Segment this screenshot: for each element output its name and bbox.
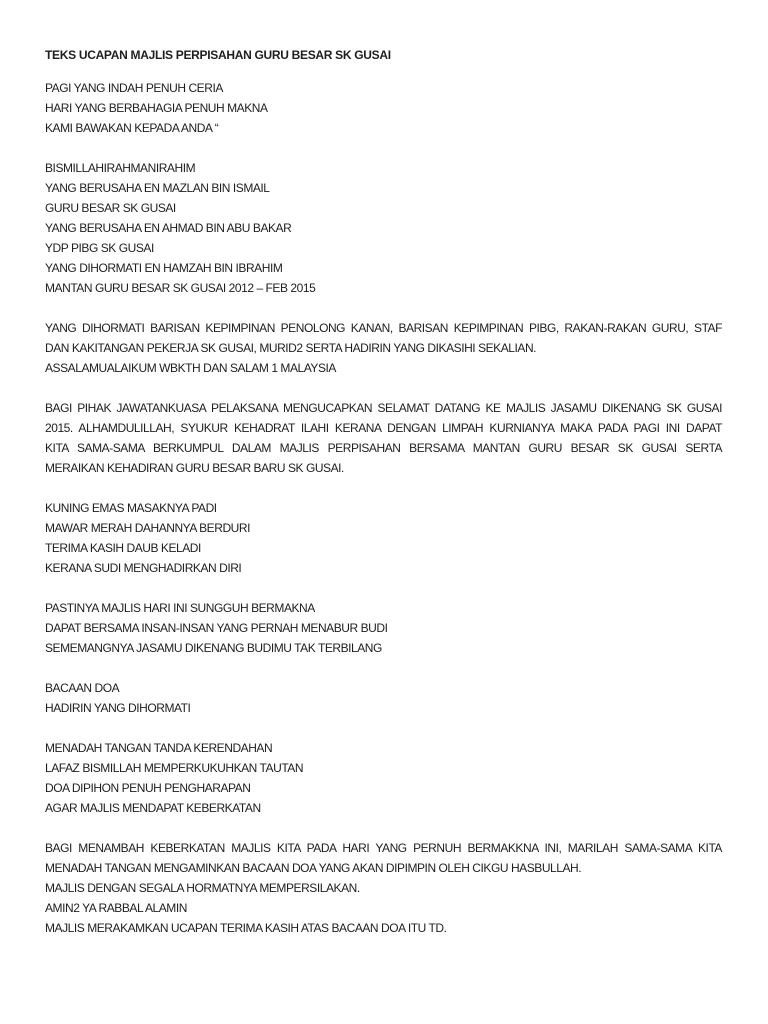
paragraph (45, 598, 722, 658)
text-line: YANG DIHORMATI BARISAN KEPIMPINAN PENOLONG KANAN, BARISAN KEPIMPINAN PIBG, RAKAN-RAKAN GURU, STAF (45, 321, 722, 335)
text-line: PAGI YANG INDAH PENUH CERIA (45, 81, 223, 95)
paragraph (45, 738, 722, 818)
text-line: BISMILLAHIRAHMANIRAHIM (45, 161, 196, 175)
paragraph (45, 78, 722, 138)
text-line: MAWAR MERAH DAHANNYA BERDURI (45, 521, 250, 535)
text-line: MAJLIS MERAKAMKAN UCAPAN TERIMA KASIH ATAS BACAAN DOA ITU TD. (45, 921, 447, 935)
text-line: KERANA SUDI MENGHADIRKAN DIRI (45, 561, 242, 575)
paragraph (45, 838, 722, 938)
text-line: MENADAH TANGAN MENGAMINKAN BACAAN DOA YANG AKAN DIPIMPIN OLEH CIKGU HASBULLAH. (45, 861, 582, 875)
text-line: MAJLIS DENGAN SEGALA HORMATNYA MEMPERSILAKAN. (45, 881, 360, 895)
text-line: KAMI BAWAKAN KEPADA ANDA “ (45, 121, 219, 135)
paragraph (45, 318, 722, 378)
document-body (45, 78, 722, 938)
text-line: HADIRIN YANG DIHORMATI (45, 701, 191, 715)
text-line: PASTINYA MAJLIS HARI INI SUNGGUH BERMAKNA (45, 601, 315, 615)
text-line: TERIMA KASIH DAUB KELADI (45, 541, 201, 555)
text-line: BAGI MENAMBAH KEBERKATAN MAJLIS KITA PADA HARI YANG PERNUH BERMAKKNA INI, MARILAH SAMA-SAMA KITA (45, 841, 722, 855)
text-line: KITA SAMA-SAMA BERKUMPUL DALAM MAJLIS PERPISAHAN BERSAMA MANTAN GURU BESAR SK GUSAI SERTA (45, 441, 722, 455)
text-line: YDP PIBG SK GUSAI (45, 241, 154, 255)
paragraph (45, 678, 722, 718)
text-line: YANG DIHORMATI EN HAMZAH BIN IBRAHIM (45, 261, 283, 275)
text-line: MANTAN GURU BESAR SK GUSAI 2012 – FEB 2015 (45, 281, 316, 295)
text-line: SEMEMANGNYA JASAMU DIKENANG BUDIMU TAK TERBILANG (45, 641, 382, 655)
text-line: MENADAH TANGAN TANDA KERENDAHAN (45, 741, 273, 755)
text-line: LAFAZ BISMILLAH MEMPERKUKUHKAN TAUTAN (45, 761, 304, 775)
text-line: YANG BERUSAHA EN MAZLAN BIN ISMAIL (45, 181, 270, 195)
document-page (45, 45, 722, 958)
text-line: 2015. ALHAMDULILLAH, SYUKUR KEHADRAT ILAHI KERANA DENGAN LIMPAH KURNIANYA MAKA PADA PAGI INI DAPAT (45, 421, 722, 435)
text-line: KUNING EMAS MASAKNYA PADI (45, 501, 217, 515)
paragraph (45, 498, 722, 578)
text-line: DAN KAKITANGAN PEKERJA SK GUSAI, MURID2 SERTA HADIRIN YANG DIKASIHI SEKALIAN. (45, 341, 537, 355)
text-line: AMIN2 YA RABBAL ALAMIN (45, 901, 187, 915)
text-line: HARI YANG BERBAHAGIA PENUH MAKNA (45, 101, 268, 115)
text-line: DAPAT BERSAMA INSAN-INSAN YANG PERNAH MENABUR BUDI (45, 621, 388, 635)
text-line: AGAR MAJLIS MENDAPAT KEBERKATAN (45, 801, 261, 815)
text-line: MERAIKAN KEHADIRAN GURU BESAR BARU SK GUSAI. (45, 461, 344, 475)
paragraph (45, 398, 722, 478)
document-title: TEKS UCAPAN MAJLIS PERPISAHAN GURU BESAR SK GUSAI (45, 48, 391, 62)
text-line: BAGI PIHAK JAWATANKUASA PELAKSANA MENGUCAPKAN SELAMAT DATANG KE MAJLIS JASAMU DIKENANG SK GUSAI (45, 401, 722, 415)
text-line: DOA DIPIHON PENUH PENGHARAPAN (45, 781, 251, 795)
text-line: ASSALAMUALAIKUM WBKTH DAN SALAM 1 MALAYSIA (45, 361, 336, 375)
paragraph (45, 158, 722, 298)
text-line: BACAAN DOA (45, 681, 120, 695)
text-line: GURU BESAR SK GUSAI (45, 201, 176, 215)
text-line: YANG BERUSAHA EN AHMAD BIN ABU BAKAR (45, 221, 292, 235)
